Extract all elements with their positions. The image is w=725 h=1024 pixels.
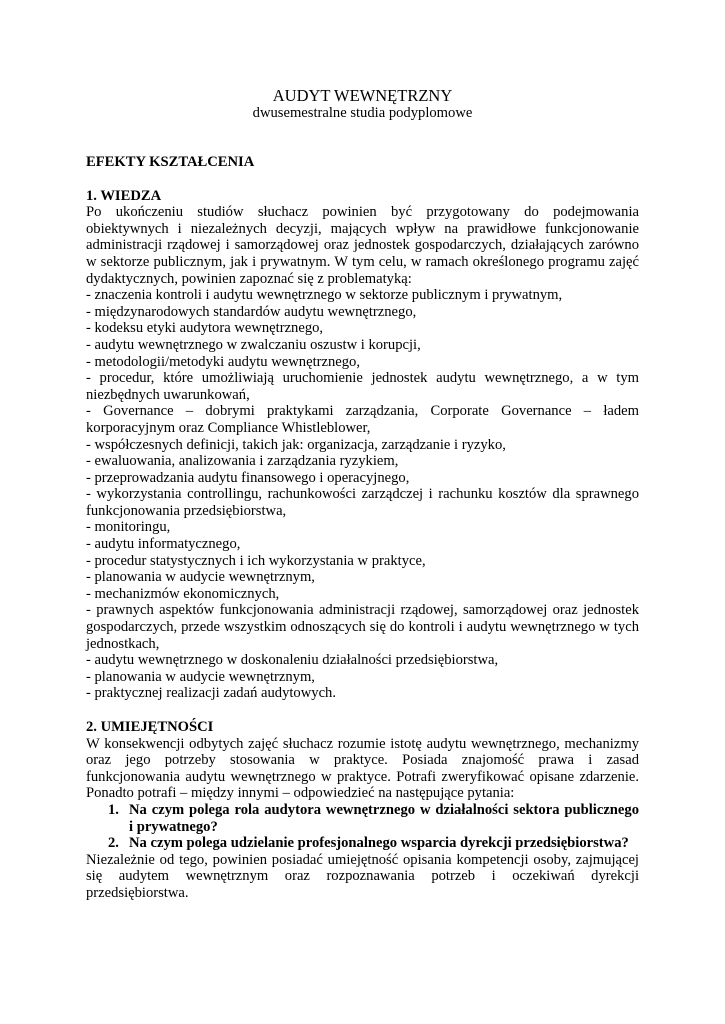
section-heading-umiejetnosci: 2. UMIEJĘTNOŚCI (86, 719, 214, 735)
umiejetnosci-outro-paragraph (86, 852, 639, 902)
list-item (86, 553, 639, 570)
list-item (86, 453, 639, 470)
umiejetnosci-intro-paragraph (86, 736, 639, 802)
list-item (86, 685, 639, 702)
list-item (86, 320, 639, 337)
question-number: 2. (108, 835, 119, 852)
list-item (86, 486, 639, 519)
umiejetnosci-outro-line: przedsiębiorstwa. (86, 884, 189, 901)
list-item-line: - procedur statystycznych i ich wykorzystania w praktyce, (86, 552, 426, 569)
list-item-line: - audytu wewnętrznego w doskonaleniu działalności przedsiębiorstwa, (86, 652, 499, 669)
list-item (86, 519, 639, 536)
list-item-line: jednostkach, (86, 635, 160, 652)
question-text (129, 802, 639, 835)
list-item (86, 586, 639, 603)
list-item-line: - monitoringu, (86, 519, 171, 536)
list-item-line: - kodeksu etyki audytora wewnętrznego, (86, 320, 324, 337)
list-item-line: korporacyjnym oraz Compliance Whistleblower, (86, 419, 371, 436)
question-line: i prywatnego? (129, 818, 218, 835)
wiedza-intro-line: w sektorze publicznym, jak i prywatnym. W tym celu, w ramach określonego programu zajęć (86, 253, 639, 270)
list-item-line: - planowania w audycie wewnętrznym, (86, 668, 315, 685)
question-text (129, 835, 639, 852)
list-item-line: niezbędnych uwarunkowań, (86, 386, 250, 403)
question-line: Na czym polega rola audytora wewnętrznego w działalności sektora publicznego (129, 801, 639, 818)
list-item-line: - współczesnych definicji, takich jak: organizacja, zarządzanie i ryzyko, (86, 436, 506, 453)
list-item-line: - planowania w audycie wewnętrznym, (86, 569, 315, 586)
list-item-line: - Governance – dobrymi praktykami zarządzania, Corporate Governance – ładem (86, 403, 639, 420)
document-page (86, 86, 639, 902)
list-item-line: funkcjonowania przedsiębiorstwa, (86, 502, 287, 519)
list-item-line: - prawnych aspektów funkcjonowania administracji rządowej, samorządowej oraz jednostek (86, 602, 639, 619)
list-item-line: - międzynarodowych standardów audytu wewnętrznego, (86, 303, 417, 320)
list-item-line: - przeprowadzania audytu finansowego i operacyjnego, (86, 469, 410, 486)
list-item-line: - procedur, które umożliwiają uruchomienie jednostek audytu wewnętrznego, a w tym (86, 370, 639, 387)
list-item (86, 287, 639, 304)
umiejetnosci-intro-line: funkcjonowania audytu wewnętrznego w praktyce. Potrafi zweryfikować opisane zdarzenie. (86, 768, 639, 785)
list-item (86, 536, 639, 553)
wiedza-intro-line: dydaktycznych, powinien zapoznać się z problematyką: (86, 270, 412, 287)
list-item-line: - znaczenia kontroli i audytu wewnętrznego w sektorze publicznym i prywatnym, (86, 287, 563, 304)
wiedza-intro-paragraph (86, 204, 639, 287)
list-item (86, 403, 639, 436)
list-item (86, 337, 639, 354)
umiejetnosci-outro-line: Niezależnie od tego, powinien posiadać umiejętność opisania kompetencji osoby, zajmującej (86, 851, 639, 868)
wiedza-topic-list (86, 287, 639, 702)
question-item (86, 802, 639, 835)
list-item (86, 304, 639, 321)
section-heading-efekty: EFEKTY KSZTAŁCENIA (86, 154, 255, 170)
list-item (86, 470, 639, 487)
list-item-line: - ewaluowania, analizowania i zarządzania ryzykiem, (86, 453, 399, 470)
wiedza-intro-line: administracji rządowej i samorządowej oraz jednostek gospodarczych, działających zarówno (86, 237, 639, 254)
umiejetnosci-outro-line: się audytem wewnętrznym oraz rozpoznawania potrzeb i oczekiwań dyrekcji (86, 868, 639, 885)
list-item-line: - audytu informatycznego, (86, 536, 241, 553)
question-item (86, 835, 639, 852)
section-heading-wiedza: 1. WIEDZA (86, 187, 162, 204)
document-subtitle: dwusemestralne studia podyplomowe (252, 105, 473, 121)
list-item (86, 602, 639, 652)
umiejetnosci-intro-line: Ponadto potrafi – między innymi – odpowiedzieć na następujące pytania: (86, 785, 515, 802)
list-item (86, 437, 639, 454)
list-item (86, 652, 639, 669)
question-number: 1. (108, 801, 119, 818)
umiejetnosci-intro-line: oraz jego potrzeby stosowania w praktyce. Posiada znajomość prawa i zasad (86, 752, 639, 769)
list-item-line: gospodarczych, przede wszystkim odnoszących się do kontroli i audytu wewnętrznego w tych (86, 619, 639, 636)
list-item (86, 370, 639, 403)
list-item (86, 354, 639, 371)
list-item-line: - wykorzystania controllingu, rachunkowości zarządczej i rachunku kosztów dla sprawnego (86, 486, 639, 503)
list-item (86, 669, 639, 686)
question-list (86, 802, 639, 852)
wiedza-intro-line: Po ukończeniu studiów słuchacz powinien być przygotowany do podejmowania (86, 204, 639, 221)
list-item (86, 569, 639, 586)
question-line: Na czym polega udzielanie profesjonalnego wsparcia dyrekcji przedsiębiorstwa? (129, 835, 629, 852)
list-item-line: - metodologii/metodyki audytu wewnętrznego, (86, 353, 360, 370)
list-item-line: - praktycznej realizacji zadań audytowych. (86, 685, 336, 702)
umiejetnosci-intro-line: W konsekwencji odbytych zajęć słuchacz rozumie istotę audytu wewnętrznego, mechanizmy (86, 735, 639, 752)
list-item-line: - mechanizmów ekonomicznych, (86, 585, 280, 602)
list-item-line: - audytu wewnętrznego w zwalczaniu oszustw i korupcji, (86, 336, 421, 353)
wiedza-intro-line: obiektywnych i niezależnych decyzji, mających wpływ na prawidłowe funkcjonowanie (86, 220, 639, 237)
document-title: AUDYT WEWNĘTRZNY (272, 86, 453, 105)
